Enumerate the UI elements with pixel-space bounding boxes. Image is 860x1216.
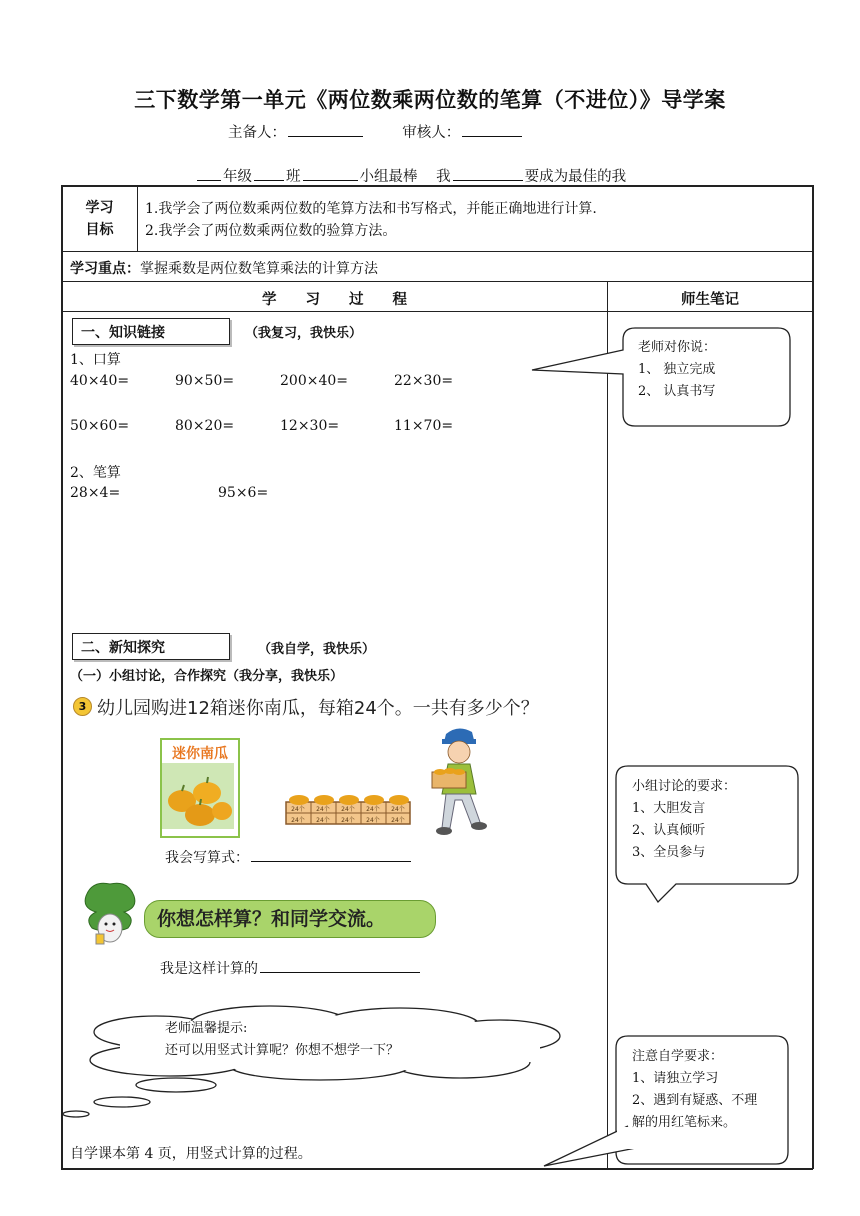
discuss-banner bbox=[144, 900, 436, 938]
teacher-tip-line1: 老师温馨提示: bbox=[165, 1021, 248, 1036]
class-line bbox=[195, 165, 626, 186]
goals-label bbox=[62, 197, 137, 241]
reviewer-label: 审核人： bbox=[402, 125, 461, 141]
section1-slogan: （我复习，我快乐） bbox=[245, 326, 363, 341]
oral-item: 11×70= bbox=[394, 418, 454, 434]
me-label: 我 bbox=[436, 169, 451, 185]
self-study-requirement-line: 注意自学要求： bbox=[632, 1049, 724, 1064]
discuss-banner-text: 你想怎样算？和同学交流。 bbox=[157, 908, 386, 930]
goals-label-line1: 学习 bbox=[85, 200, 114, 216]
teacher-tip-text bbox=[165, 1018, 399, 1062]
process-header: 学 习 过 程 bbox=[262, 292, 407, 308]
teacher-note-line: 1、 独立完成 bbox=[638, 362, 716, 377]
group-discussion-line: 2、认真倾听 bbox=[632, 823, 706, 838]
oral-item: 200×40= bbox=[280, 373, 348, 389]
goal-item-1: 1.我学会了两位数乘两位数的笔算方法和书写格式，并能正确地进行计算. bbox=[145, 201, 597, 217]
goals-label-line2: 目标 bbox=[85, 222, 114, 238]
group-discussion-line: 1、大胆发言 bbox=[632, 801, 706, 816]
page-title: 三下数学第一单元《两位数乘两位数的笔算（不进位）》导学案 bbox=[134, 88, 726, 112]
teacher-note-line: 老师对你说： bbox=[638, 340, 717, 355]
goals-list bbox=[145, 198, 597, 242]
box-label: 24个 bbox=[341, 817, 355, 824]
group-discussion-line: 3、全员参与 bbox=[632, 845, 706, 860]
written-item: 95×6= bbox=[218, 485, 269, 501]
pumpkin-card bbox=[160, 738, 240, 838]
write-formula-label: 我会写算式： bbox=[165, 850, 249, 866]
delivery-boy-illustration bbox=[428, 724, 490, 838]
section1-tab-label: 一、知识链接 bbox=[81, 325, 165, 341]
section2-slogan: （我自学，我快乐） bbox=[258, 642, 376, 657]
group-label: 小组最棒 bbox=[359, 169, 418, 185]
formula-answer-blank[interactable] bbox=[251, 847, 411, 862]
key-point-text: 掌握乘数是两位数笔算乘法的计算方法 bbox=[140, 261, 378, 277]
preparer-reviewer-line bbox=[228, 121, 524, 142]
section2-subtitle: （一）小组讨论，合作探究（我分享，我快乐） bbox=[70, 669, 344, 684]
self-study-instruction: 自学课本第 4 页，用竖式计算的过程。 bbox=[70, 1146, 312, 1162]
pumpkin-boxes bbox=[284, 784, 412, 826]
box-label: 24个 bbox=[341, 806, 355, 813]
box-label: 24个 bbox=[291, 817, 305, 824]
teacher-tip-line2: 还可以用竖式计算呢？你想不想学一下？ bbox=[165, 1043, 400, 1058]
written-title: 2、笔算 bbox=[70, 465, 121, 481]
self-study-requirements-text bbox=[632, 1046, 757, 1134]
class-label: 班 bbox=[286, 169, 301, 185]
grade-label: 年级 bbox=[223, 169, 252, 185]
oral-item: 12×30= bbox=[280, 418, 340, 434]
goal-item-2: 2.我学会了两位数乘两位数的验算方法。 bbox=[145, 223, 397, 239]
problem-text: 幼儿园购进12箱迷你南瓜，每箱24个。一共有多少个？ bbox=[97, 698, 539, 719]
reviewer-blank[interactable] bbox=[462, 122, 522, 137]
group-discussion-line: 小组讨论的要求： bbox=[632, 779, 737, 794]
self-study-requirement-line: 解的用红笔标来。 bbox=[632, 1115, 737, 1130]
my-way-label: 我是这样计算的 bbox=[160, 961, 258, 977]
section2-tab bbox=[72, 633, 230, 660]
goal-label: 要成为最佳的我 bbox=[524, 169, 627, 185]
oral-item: 50×60= bbox=[70, 418, 130, 434]
written-item: 28×4= bbox=[70, 485, 121, 501]
preparer-blank[interactable] bbox=[288, 122, 363, 137]
pumpkin-image bbox=[162, 763, 234, 829]
problem-number-badge: 3 bbox=[73, 697, 92, 716]
my-way-prompt bbox=[160, 958, 422, 978]
pumpkin-label: 迷你南瓜 bbox=[172, 746, 228, 762]
oral-item: 40×40= bbox=[70, 373, 130, 389]
self-study-requirement-line: 2、遇到有疑惑、不理 bbox=[632, 1093, 758, 1108]
cabbage-mascot-illustration bbox=[78, 878, 142, 948]
section2-tab-label: 二、新知探究 bbox=[81, 640, 165, 656]
group-discussion-text bbox=[632, 776, 736, 864]
box-label: 24个 bbox=[366, 817, 380, 824]
section1-tab bbox=[72, 318, 230, 345]
oral-item: 22×30= bbox=[394, 373, 454, 389]
oral-item: 80×20= bbox=[175, 418, 235, 434]
grade-blank[interactable] bbox=[197, 166, 221, 181]
self-study-requirement-line: 1、请独立学习 bbox=[632, 1071, 719, 1086]
write-formula-prompt bbox=[165, 847, 413, 867]
oral-item: 90×50= bbox=[175, 373, 235, 389]
class-blank[interactable] bbox=[254, 166, 284, 181]
box-label: 24个 bbox=[291, 806, 305, 813]
group-blank[interactable] bbox=[303, 166, 358, 181]
teacher-note-line: 2、 认真书写 bbox=[638, 384, 716, 399]
my-way-answer-blank[interactable] bbox=[260, 958, 420, 973]
box-label: 24个 bbox=[316, 817, 330, 824]
key-point-label: 学习重点： bbox=[70, 261, 140, 277]
oral-title: 1、口算 bbox=[70, 352, 121, 368]
teacher-note-text bbox=[638, 337, 716, 403]
notes-header: 师生笔记 bbox=[681, 292, 739, 308]
box-label: 24个 bbox=[391, 806, 405, 813]
box-label: 24个 bbox=[316, 806, 330, 813]
preparer-label: 主备人： bbox=[228, 125, 286, 141]
box-label: 24个 bbox=[366, 806, 380, 813]
box-label: 24个 bbox=[391, 817, 405, 824]
me-blank[interactable] bbox=[453, 166, 523, 181]
key-point bbox=[70, 258, 378, 278]
